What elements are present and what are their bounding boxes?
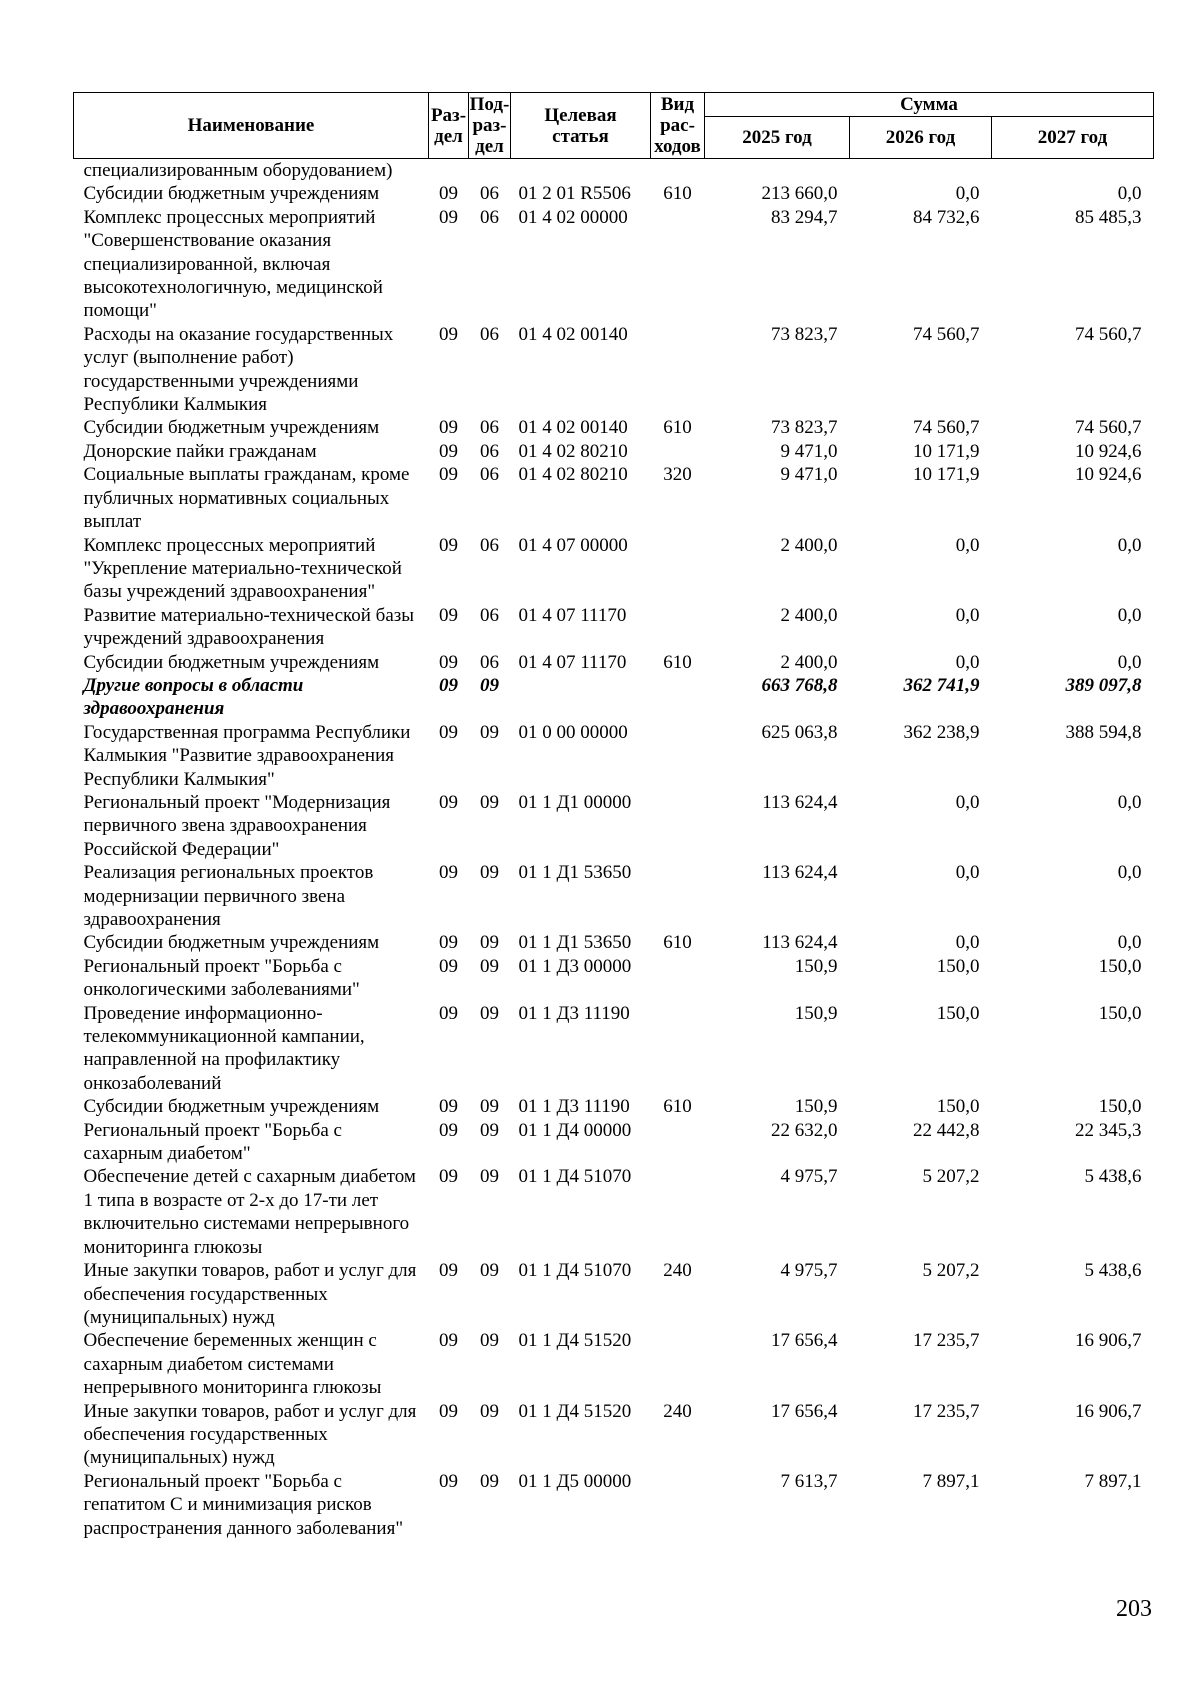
row-celevaya-statya: 01 4 02 00000 bbox=[518, 206, 628, 228]
row-sum-2025: 663 768,8 bbox=[761, 674, 838, 696]
row-sum-2026: 150,0 bbox=[936, 955, 980, 977]
row-vid-rashodov: 240 bbox=[663, 1260, 692, 1282]
table-row bbox=[74, 206, 1154, 323]
header-year-2027: 2027 год bbox=[992, 117, 1154, 159]
row-celevaya-statya: 01 1 Д4 00000 bbox=[518, 1119, 632, 1141]
row-vid-rashodov bbox=[651, 323, 705, 417]
row-podrazdel: 06 bbox=[480, 183, 499, 205]
row-sum-2027: 22 345,3 bbox=[1075, 1119, 1142, 1141]
row-sum-2027: 10 924,6 bbox=[1075, 440, 1142, 462]
row-vid-rashodov bbox=[651, 159, 705, 183]
row-sum-2025: 73 823,7 bbox=[771, 323, 838, 345]
row-podrazdel: 09 bbox=[480, 1400, 499, 1422]
table-row bbox=[74, 534, 1154, 604]
row-sum-2027: 7 897,1 bbox=[1084, 1470, 1142, 1492]
row-name: Субсидии бюджетным учреждениям bbox=[83, 932, 380, 954]
row-vid-rashodov bbox=[651, 604, 705, 651]
row-name: Региональный проект "Борьба с сахарным диабетом" bbox=[83, 1119, 342, 1165]
row-razdel: 09 bbox=[439, 464, 458, 486]
row-sum-2025: 4 975,7 bbox=[780, 1260, 838, 1282]
row-celevaya-statya: 01 1 Д3 11190 bbox=[518, 1096, 630, 1118]
row-podrazdel: 09 bbox=[480, 1002, 499, 1024]
budget-table-page bbox=[73, 92, 1153, 1540]
row-sum-2025: 2 400,0 bbox=[780, 651, 838, 673]
row-razdel: 09 bbox=[439, 955, 458, 977]
row-sum-2026: 5 207,2 bbox=[922, 1166, 980, 1188]
row-sum-2027: 16 906,7 bbox=[1075, 1330, 1142, 1352]
row-sum-2026: 5 207,2 bbox=[922, 1260, 980, 1282]
row-sum-2027: 150,0 bbox=[1098, 1002, 1142, 1024]
row-podrazdel: 06 bbox=[480, 534, 499, 556]
row-celevaya-statya: 01 1 Д4 51520 bbox=[518, 1330, 632, 1352]
row-celevaya-statya: 01 4 02 00140 bbox=[518, 417, 628, 439]
row-sum-2026: 0,0 bbox=[955, 534, 980, 556]
row-sum-2026: 0,0 bbox=[955, 791, 980, 813]
row-name: Развитие материально-технической базы учреждений здравоохранения bbox=[83, 604, 415, 650]
row-vid-rashodov bbox=[651, 206, 705, 323]
row-sum-2026: 150,0 bbox=[936, 1002, 980, 1024]
row-name: специализированным оборудованием) bbox=[83, 160, 393, 181]
row-sum-2027: 0,0 bbox=[1117, 604, 1142, 626]
row-razdel: 09 bbox=[439, 1119, 458, 1141]
row-podrazdel: 09 bbox=[480, 1470, 499, 1492]
table-row bbox=[74, 1165, 1154, 1259]
row-sum-2025: 625 063,8 bbox=[761, 721, 838, 743]
row-name: Комплекс процессных мероприятий "Совершенствование оказания специализированной, включая высокотехнологичную, медицинской помощи" bbox=[83, 206, 383, 322]
row-sum-2027: 150,0 bbox=[1098, 1096, 1142, 1118]
row-podrazdel: 09 bbox=[480, 955, 499, 977]
row-name: Обеспечение беременных женщин с сахарным диабетом системами непрерывного мониторинга глюкозы bbox=[83, 1330, 382, 1399]
row-podrazdel: 09 bbox=[480, 932, 499, 954]
row-name: Региональный проект "Борьба с гепатитом С и минимизация рисков распространения данного заболевания" bbox=[83, 1470, 404, 1539]
header-name: Наименование bbox=[74, 93, 429, 159]
header-celevaya-statya: Целевая статья bbox=[511, 93, 651, 159]
row-celevaya-statya: 01 1 Д3 00000 bbox=[518, 955, 632, 977]
row-celevaya-statya: 01 4 02 80210 bbox=[518, 440, 628, 462]
row-sum-2025: 150,9 bbox=[794, 955, 838, 977]
row-name: Донорские пайки гражданам bbox=[83, 440, 317, 462]
table-row bbox=[74, 159, 1154, 183]
row-razdel: 09 bbox=[439, 604, 458, 626]
row-celevaya-statya: 01 4 07 11170 bbox=[518, 651, 627, 673]
row-sum-2026: 7 897,1 bbox=[922, 1470, 980, 1492]
row-vid-rashodov bbox=[651, 1119, 705, 1166]
row-razdel: 09 bbox=[439, 862, 458, 884]
row-sum-2025: 150,9 bbox=[794, 1002, 838, 1024]
row-celevaya-statya: 01 4 07 00000 bbox=[518, 534, 628, 556]
row-name: Иные закупки товаров, работ и услуг для обеспечения государственных (муниципальных) нужд bbox=[83, 1400, 417, 1469]
table-row bbox=[74, 955, 1154, 1002]
row-podrazdel: 09 bbox=[480, 721, 499, 743]
row-razdel: 09 bbox=[439, 183, 458, 205]
row-celevaya-statya: 01 4 02 00140 bbox=[518, 323, 628, 345]
row-podrazdel: 06 bbox=[480, 440, 499, 462]
row-celevaya-statya: 01 1 Д1 53650 bbox=[518, 862, 632, 884]
table-header bbox=[74, 93, 1154, 159]
row-razdel: 09 bbox=[439, 651, 458, 673]
row-name: Субсидии бюджетным учреждениям bbox=[83, 183, 380, 205]
row-sum-2027: 0,0 bbox=[1117, 651, 1142, 673]
budget-table bbox=[73, 92, 1154, 1540]
row-vid-rashodov: 610 bbox=[663, 1096, 692, 1118]
row-razdel: 09 bbox=[439, 1096, 458, 1118]
row-sum-2025: 83 294,7 bbox=[771, 206, 838, 228]
table-row bbox=[74, 721, 1154, 791]
table-row bbox=[74, 604, 1154, 651]
row-razdel bbox=[429, 159, 469, 183]
row-sum-2025 bbox=[705, 159, 850, 183]
row-sum-2025: 213 660,0 bbox=[761, 183, 838, 205]
row-celevaya-statya: 01 4 07 11170 bbox=[518, 604, 627, 626]
row-sum-2026: 17 235,7 bbox=[913, 1400, 980, 1422]
row-razdel: 09 bbox=[439, 791, 458, 813]
row-celevaya-statya: 01 1 Д1 00000 bbox=[518, 791, 632, 813]
row-celevaya-statya bbox=[511, 674, 651, 721]
row-sum-2026: 0,0 bbox=[955, 183, 980, 205]
row-razdel: 09 bbox=[439, 1166, 458, 1188]
row-sum-2026: 10 171,9 bbox=[913, 440, 980, 462]
row-vid-rashodov bbox=[651, 534, 705, 604]
row-vid-rashodov: 610 bbox=[663, 651, 692, 673]
table-row bbox=[74, 1400, 1154, 1470]
row-razdel: 09 bbox=[439, 206, 458, 228]
row-razdel: 09 bbox=[439, 1470, 458, 1492]
header-razdel: Раз- дел bbox=[429, 93, 469, 159]
row-sum-2027: 389 097,8 bbox=[1065, 674, 1142, 696]
row-name: Социальные выплаты гражданам, кроме публичных нормативных социальных выплат bbox=[83, 464, 410, 533]
row-sum-2027: 0,0 bbox=[1117, 791, 1142, 813]
row-razdel: 09 bbox=[439, 440, 458, 462]
row-razdel: 09 bbox=[439, 674, 458, 696]
table-row bbox=[74, 463, 1154, 533]
row-name: Субсидии бюджетным учреждениям bbox=[83, 417, 380, 439]
row-sum-2025: 113 624,4 bbox=[762, 791, 838, 813]
table-row bbox=[74, 1259, 1154, 1329]
table-body bbox=[74, 159, 1154, 1540]
row-sum-2027: 150,0 bbox=[1098, 955, 1142, 977]
row-celevaya-statya: 01 1 Д1 53650 bbox=[518, 932, 632, 954]
row-name: Субсидии бюджетным учреждениям bbox=[83, 1096, 380, 1118]
row-razdel: 09 bbox=[439, 1330, 458, 1352]
row-sum-2025: 9 471,0 bbox=[780, 464, 838, 486]
row-podrazdel: 06 bbox=[480, 464, 499, 486]
row-razdel: 09 bbox=[439, 721, 458, 743]
table-row bbox=[74, 182, 1154, 205]
row-sum-2027: 5 438,6 bbox=[1084, 1166, 1142, 1188]
row-sum-2025: 17 656,4 bbox=[771, 1400, 838, 1422]
row-vid-rashodov bbox=[651, 1165, 705, 1259]
table-row bbox=[74, 651, 1154, 674]
row-razdel: 09 bbox=[439, 417, 458, 439]
table-row bbox=[74, 1470, 1154, 1540]
row-sum-2027 bbox=[992, 159, 1154, 183]
row-name: Проведение информационно-телекоммуникационной кампании, направленной на профилактику онкозаболеваний bbox=[83, 1002, 365, 1094]
row-sum-2025: 9 471,0 bbox=[780, 440, 838, 462]
row-sum-2025: 113 624,4 bbox=[762, 932, 838, 954]
row-name: Комплекс процессных мероприятий "Укрепление материально-технической базы учреждений здравоохранения" bbox=[83, 534, 402, 603]
row-sum-2027: 0,0 bbox=[1117, 932, 1142, 954]
row-name: Региональный проект "Борьба с онкологическими заболеваниями" bbox=[83, 955, 360, 1001]
row-sum-2026: 0,0 bbox=[955, 604, 980, 626]
table-row bbox=[74, 416, 1154, 439]
row-razdel: 09 bbox=[439, 1002, 458, 1024]
row-vid-rashodov: 610 bbox=[663, 417, 692, 439]
table-row bbox=[74, 861, 1154, 931]
row-vid-rashodov: 320 bbox=[663, 464, 692, 486]
row-razdel: 09 bbox=[439, 1400, 458, 1422]
row-name: Обеспечение детей с сахарным диабетом 1 типа в возрасте от 2-х до 17-ти лет включительно системами непрерывного мониторинга глюкозы bbox=[83, 1166, 416, 1258]
header-vid-rashodov: Вид рас- ходов bbox=[651, 93, 705, 159]
table-row bbox=[74, 791, 1154, 861]
row-celevaya-statya bbox=[511, 159, 651, 183]
row-sum-2026: 17 235,7 bbox=[913, 1330, 980, 1352]
row-razdel: 09 bbox=[439, 932, 458, 954]
row-vid-rashodov: 610 bbox=[663, 932, 692, 954]
row-sum-2027: 16 906,7 bbox=[1075, 1400, 1142, 1422]
table-row bbox=[74, 1095, 1154, 1118]
row-podrazdel: 06 bbox=[480, 651, 499, 673]
row-vid-rashodov bbox=[651, 674, 705, 721]
table-row bbox=[74, 1002, 1154, 1096]
row-celevaya-statya: 01 1 Д3 11190 bbox=[518, 1002, 630, 1024]
row-sum-2027: 0,0 bbox=[1117, 862, 1142, 884]
row-vid-rashodov bbox=[651, 861, 705, 931]
header-year-2026: 2026 год bbox=[850, 117, 992, 159]
row-sum-2025: 73 823,7 bbox=[771, 417, 838, 439]
row-vid-rashodov bbox=[651, 721, 705, 791]
row-celevaya-statya: 01 2 01 R5506 bbox=[518, 183, 631, 205]
header-summa: Сумма bbox=[705, 93, 1154, 117]
row-sum-2027: 0,0 bbox=[1117, 534, 1142, 556]
row-vid-rashodov bbox=[651, 1002, 705, 1096]
row-name: Субсидии бюджетным учреждениям bbox=[83, 651, 380, 673]
row-sum-2026: 150,0 bbox=[936, 1096, 980, 1118]
row-sum-2026: 362 238,9 bbox=[903, 721, 980, 743]
row-podrazdel: 09 bbox=[480, 1330, 499, 1352]
row-podrazdel: 09 bbox=[480, 1260, 499, 1282]
row-sum-2026: 74 560,7 bbox=[913, 323, 980, 345]
row-sum-2025: 150,9 bbox=[794, 1096, 838, 1118]
row-podrazdel: 09 bbox=[480, 674, 499, 696]
row-celevaya-statya: 01 0 00 00000 bbox=[518, 721, 628, 743]
row-sum-2027: 388 594,8 bbox=[1065, 721, 1142, 743]
row-sum-2025: 7 613,7 bbox=[780, 1470, 838, 1492]
row-sum-2026: 10 171,9 bbox=[913, 464, 980, 486]
row-vid-rashodov bbox=[651, 791, 705, 861]
table-row bbox=[74, 674, 1154, 721]
row-podrazdel bbox=[469, 159, 511, 183]
table-row bbox=[74, 440, 1154, 463]
row-sum-2026: 22 442,8 bbox=[913, 1119, 980, 1141]
row-sum-2025: 17 656,4 bbox=[771, 1330, 838, 1352]
row-sum-2026: 362 741,9 bbox=[903, 674, 980, 696]
row-sum-2025: 2 400,0 bbox=[780, 534, 838, 556]
row-sum-2026: 0,0 bbox=[955, 932, 980, 954]
table-row bbox=[74, 1119, 1154, 1166]
table-row bbox=[74, 323, 1154, 417]
row-sum-2025: 4 975,7 bbox=[780, 1166, 838, 1188]
row-vid-rashodov bbox=[651, 1470, 705, 1540]
row-sum-2027: 85 485,3 bbox=[1075, 206, 1142, 228]
row-name: Государственная программа Республики Калмыкия "Развитие здравоохранения Республики Калмыкия" bbox=[83, 721, 411, 790]
row-sum-2027: 74 560,7 bbox=[1075, 417, 1142, 439]
row-podrazdel: 06 bbox=[480, 604, 499, 626]
row-vid-rashodov bbox=[651, 955, 705, 1002]
header-year-2025: 2025 год bbox=[705, 117, 850, 159]
row-vid-rashodov: 240 bbox=[663, 1400, 692, 1422]
row-vid-rashodov bbox=[651, 440, 705, 463]
row-celevaya-statya: 01 1 Д4 51070 bbox=[518, 1260, 632, 1282]
row-podrazdel: 09 bbox=[480, 1096, 499, 1118]
row-sum-2025: 2 400,0 bbox=[780, 604, 838, 626]
row-podrazdel: 06 bbox=[480, 206, 499, 228]
row-celevaya-statya: 01 4 02 80210 bbox=[518, 464, 628, 486]
row-razdel: 09 bbox=[439, 323, 458, 345]
row-podrazdel: 06 bbox=[480, 323, 499, 345]
row-sum-2027: 5 438,6 bbox=[1084, 1260, 1142, 1282]
row-sum-2026 bbox=[850, 159, 992, 183]
row-name: Иные закупки товаров, работ и услуг для обеспечения государственных (муниципальных) нужд bbox=[83, 1260, 417, 1328]
row-celevaya-statya: 01 1 Д4 51520 bbox=[518, 1400, 632, 1422]
row-celevaya-statya: 01 1 Д5 00000 bbox=[518, 1470, 632, 1492]
row-sum-2025: 22 632,0 bbox=[771, 1119, 838, 1141]
row-podrazdel: 09 bbox=[480, 862, 499, 884]
row-sum-2027: 0,0 bbox=[1117, 183, 1142, 205]
row-sum-2027: 10 924,6 bbox=[1075, 464, 1142, 486]
row-name: Другие вопросы в области здравоохранения bbox=[83, 674, 304, 720]
row-name: Расходы на оказание государственных услуг (выполнение работ) государственными учреждениями Республики Калмыкия bbox=[83, 323, 394, 416]
row-sum-2026: 0,0 bbox=[955, 862, 980, 884]
row-sum-2027: 74 560,7 bbox=[1075, 323, 1142, 345]
row-sum-2026: 0,0 bbox=[955, 651, 980, 673]
row-podrazdel: 09 bbox=[480, 1166, 499, 1188]
row-razdel: 09 bbox=[439, 1260, 458, 1282]
row-sum-2026: 74 560,7 bbox=[913, 417, 980, 439]
row-podrazdel: 09 bbox=[480, 1119, 499, 1141]
page-number: 203 bbox=[1116, 1596, 1152, 1622]
row-podrazdel: 09 bbox=[480, 791, 499, 813]
row-vid-rashodov bbox=[651, 1329, 705, 1399]
row-name: Региональный проект "Модернизация первичного звена здравоохранения Российской Федерации" bbox=[83, 791, 391, 860]
row-name: Реализация региональных проектов модернизации первичного звена здравоохранения bbox=[83, 862, 374, 930]
row-sum-2026: 84 732,6 bbox=[913, 206, 980, 228]
header-podrazdel: Под- раз- дел bbox=[469, 94, 510, 157]
row-sum-2025: 113 624,4 bbox=[762, 862, 838, 884]
row-razdel: 09 bbox=[439, 534, 458, 556]
row-vid-rashodov: 610 bbox=[663, 183, 692, 205]
table-row bbox=[74, 1329, 1154, 1399]
table-row bbox=[74, 931, 1154, 954]
row-celevaya-statya: 01 1 Д4 51070 bbox=[518, 1166, 632, 1188]
row-podrazdel: 06 bbox=[480, 417, 499, 439]
